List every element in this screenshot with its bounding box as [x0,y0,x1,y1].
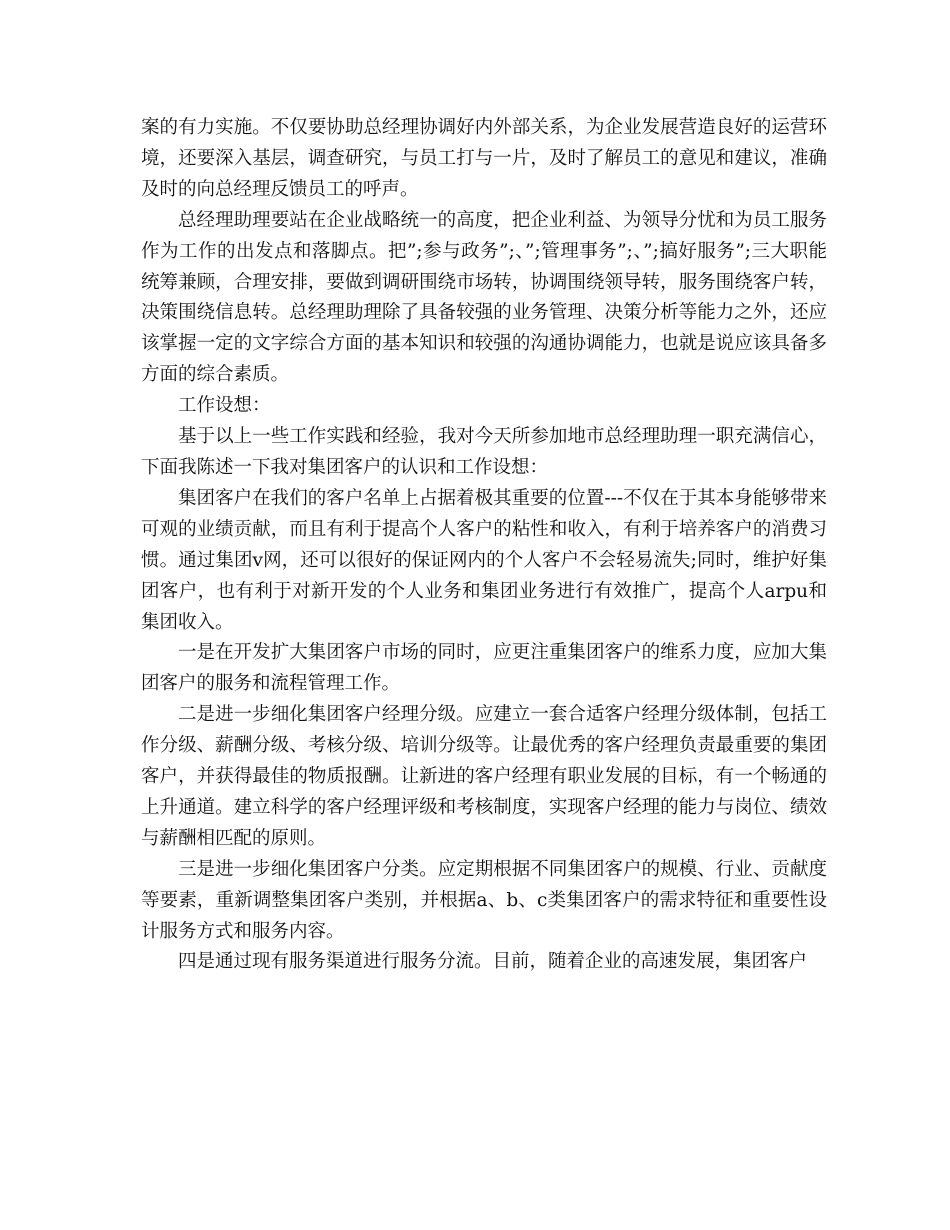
paragraph-assistant-role: 总经理助理要站在企业战略统一的高度，把企业利益、为领导分忧和为员工服务作为工作的出发点和落脚点。把”;参与政务”;、”;管理事务”;、”;搞好服务”;三大职能统筹兼顾，合理安排，要做到调研围绕市场转，协调围绕领导转，服务围绕客户转，决策围绕信息转。总经理助理除了具备较强的业务管理、决策分析等能力之外，还应该掌握一定的文字综合方面的基本知识和较强的沟通协调能力，也就是说应该具备多方面的综合素质。 [141,209,827,386]
paragraph-group-customers: 集团客户在我们的客户名单上占据着极其重要的位置---不仅在于其本身能够带来可观的业绩贡献，而且有利于提高个人客户的粘性和收入，有利于培养客户的消费习惯。通过集团v网，还可以很好的保证网内的个人客户不会轻易流失;同时，维护好集团客户，也有利于对新开发的个人业务和集团业务进行有效推广，提高个人arpu和集团收入。 [141,487,827,633]
paragraph-continuation: 案的有力实施。不仅要协助总经理协调好内外部关系，为企业发展营造良好的运营环境，还要深入基层，调查研究，与员工打与一片，及时了解员工的意见和建议，准确及时的向总经理反馈员工的呼声。 [141,117,827,200]
document-body [141,113,827,978]
paragraph-intro-plan: 基于以上一些工作实践和经验，我对今天所参加地市总经理助理一职充满信心，下面我陈述一下我对集团客户的认识和工作设想： [141,426,827,478]
paragraph-point-four: 四是通过现有服务渠道进行服务分流。目前，随着企业的高速发展，集团客户 [178,951,808,973]
paragraph-point-three: 三是进一步细化集团客户分类。应定期根据不同集团客户的规模、行业、贡献度等要素，重新调整集团客户类别，并根据a、b、c类集团客户的需求特征和重要性设计服务方式和服务内容。 [141,858,827,942]
paragraph-point-one: 一是在开发扩大集团客户市场的同时，应更注重集团客户的维系力度，应加大集团客户的服务和流程管理工作。 [141,642,827,695]
section-heading-work-plan: 工作设想： [178,395,271,417]
paragraph-point-two: 二是进一步细化集团客户经理分级。应建立一套合适客户经理分级体制，包括工作分级、薪酬分级、考核分级、培训分级等。让最优秀的客户经理负责最重要的集团客户，并获得最佳的物质报酬。让新进的客户经理有职业发展的目标，有一个畅通的上升通道。建立科学的客户经理评级和考核制度，实现客户经理的能力与岗位、绩效与薪酬相匹配的原则。 [141,704,827,849]
